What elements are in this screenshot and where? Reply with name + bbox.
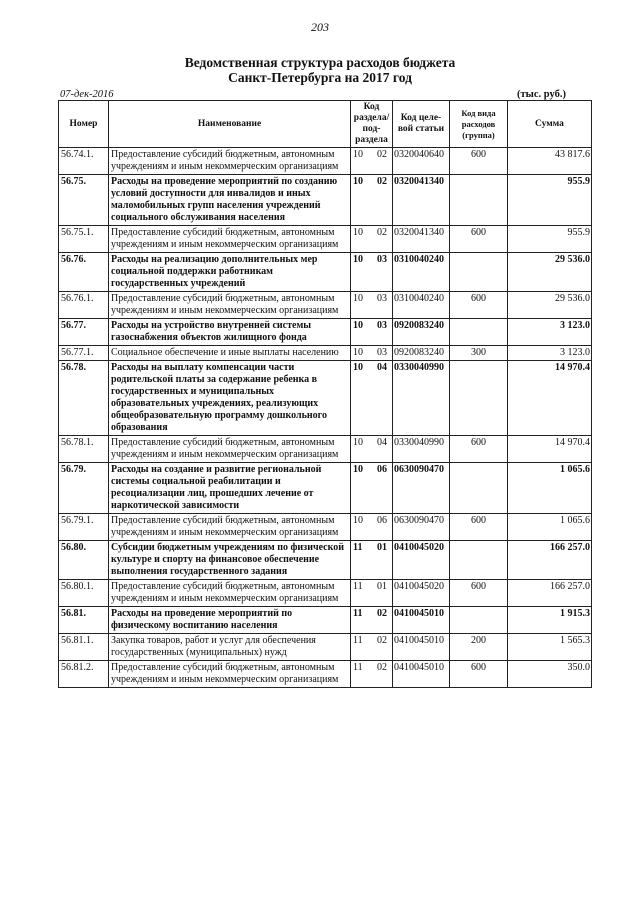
page-number: 203: [311, 20, 329, 34]
row-number: 56.78.1.: [59, 436, 109, 463]
row-sum: 29 536.0: [508, 253, 592, 292]
row-name: Расходы на проведение мероприятий по созданию условий доступности для инвалидов и иных маломобильных групп населения учреждений социального обслуживания населения: [109, 175, 351, 226]
row-sum: 955.9: [508, 226, 592, 253]
row-number: 56.81.2.: [59, 661, 109, 688]
subsection-code: 06: [377, 464, 387, 475]
row-article-code: 0410045020: [393, 580, 450, 607]
row-article-code: 0410045010: [393, 661, 450, 688]
subsection-code: 03: [377, 293, 387, 304]
row-section-code: [351, 463, 393, 514]
row-number: 56.76.1.: [59, 292, 109, 319]
row-number: 56.80.1.: [59, 580, 109, 607]
row-type-code: 600: [450, 292, 508, 319]
row-name: Предоставление субсидий бюджетным, автономным учреждениям и иным некоммерческим организациям: [109, 580, 351, 607]
row-type-code: 600: [450, 226, 508, 253]
row-section-code: [351, 346, 393, 361]
row-number: 56.81.1.: [59, 634, 109, 661]
row-section-code: [351, 253, 393, 292]
row-article-code: 0310040240: [393, 292, 450, 319]
section-code: 11: [353, 608, 363, 619]
section-code: 10: [353, 437, 363, 448]
table-row: [59, 292, 592, 319]
row-section-code: [351, 226, 393, 253]
row-type-code: [450, 541, 508, 580]
row-type-code: 300: [450, 346, 508, 361]
row-section-code: [351, 661, 393, 688]
row-article-code: 0630090470: [393, 463, 450, 514]
section-code: 10: [353, 293, 363, 304]
row-name: Расходы на проведение мероприятий по физическому воспитанию населения: [109, 607, 351, 634]
row-article-code: 0330040990: [393, 361, 450, 436]
row-name: Предоставление субсидий бюджетным, автономным учреждениям и иным некоммерческим организациям: [109, 226, 351, 253]
row-sum: 14 970.4: [508, 436, 592, 463]
subsection-code: 02: [377, 608, 387, 619]
table-row: [59, 361, 592, 436]
section-code: 10: [353, 515, 363, 526]
subsection-code: 01: [377, 581, 387, 592]
table-row: [59, 634, 592, 661]
row-name: Предоставление субсидий бюджетным, автономным учреждениям и иным некоммерческим организациям: [109, 148, 351, 175]
table-row: [59, 541, 592, 580]
table-row: [59, 463, 592, 514]
subsection-code: 02: [377, 662, 387, 673]
row-section-code: [351, 175, 393, 226]
table-row: [59, 175, 592, 226]
subsection-code: 01: [377, 542, 387, 553]
table-body: [59, 148, 592, 688]
row-sum: 955.9: [508, 175, 592, 226]
table-row: [59, 580, 592, 607]
header-name: Наименование: [109, 101, 351, 148]
subsection-code: 03: [377, 347, 387, 358]
row-article-code: 0410045010: [393, 607, 450, 634]
table-row: [59, 436, 592, 463]
section-code: 10: [353, 176, 363, 187]
section-code: 10: [353, 464, 363, 475]
row-type-code: 200: [450, 634, 508, 661]
row-number: 56.81.: [59, 607, 109, 634]
row-sum: 1 065.6: [508, 514, 592, 541]
row-sum: 3 123.0: [508, 319, 592, 346]
row-name: Расходы на реализацию дополнительных мер социальной поддержки работникам государственных учреждений: [109, 253, 351, 292]
row-name: Расходы на устройство внутренней системы газоснабжения объектов жилищного фонда: [109, 319, 351, 346]
unit-label: (тыс. руб.): [517, 89, 566, 100]
row-sum: 14 970.4: [508, 361, 592, 436]
row-article-code: 0310040240: [393, 253, 450, 292]
row-number: 56.78.: [59, 361, 109, 436]
row-sum: 350.0: [508, 661, 592, 688]
section-code: 10: [353, 362, 363, 373]
row-sum: 29 536.0: [508, 292, 592, 319]
row-name: Субсидии бюджетным учреждениям по физической культуре и спорту на финансовое обеспечение выполнения государственного задания: [109, 541, 351, 580]
row-article-code: 0410045010: [393, 634, 450, 661]
row-section-code: [351, 436, 393, 463]
header-sum: Сумма: [508, 101, 592, 148]
title-line-1: Ведомственная структура расходов бюджета: [184, 55, 456, 70]
row-sum: 43 817.6: [508, 148, 592, 175]
subsection-code: 03: [377, 320, 387, 331]
subsection-code: 04: [377, 362, 387, 373]
table-row: [59, 226, 592, 253]
subsection-code: 02: [377, 149, 387, 160]
row-type-code: [450, 253, 508, 292]
table-row: [59, 319, 592, 346]
section-code: 11: [353, 581, 363, 592]
row-type-code: 600: [450, 514, 508, 541]
row-article-code: 0320041340: [393, 175, 450, 226]
row-number: 56.77.1.: [59, 346, 109, 361]
table-row: [59, 148, 592, 175]
row-section-code: [351, 292, 393, 319]
row-type-code: [450, 319, 508, 346]
section-code: 11: [353, 542, 363, 553]
row-name: Предоставление субсидий бюджетным, автономным учреждениям и иным некоммерческим организациям: [109, 292, 351, 319]
row-name: Закупка товаров, работ и услуг для обеспечения государственных (муниципальных) нужд: [109, 634, 351, 661]
section-code: 11: [353, 635, 363, 646]
row-number: 56.80.: [59, 541, 109, 580]
row-type-code: [450, 463, 508, 514]
section-code: 10: [353, 347, 363, 358]
header-row: [59, 101, 592, 148]
row-number: 56.75.1.: [59, 226, 109, 253]
row-type-code: [450, 607, 508, 634]
row-sum: 166 257.0: [508, 541, 592, 580]
row-sum: 1 065.6: [508, 463, 592, 514]
row-section-code: [351, 634, 393, 661]
row-article-code: 0630090470: [393, 514, 450, 541]
row-type-code: 600: [450, 661, 508, 688]
row-number: 56.79.1.: [59, 514, 109, 541]
row-type-code: 600: [450, 148, 508, 175]
document-title: [0, 55, 640, 85]
row-name: Предоставление субсидий бюджетным, автономным учреждениям и иным некоммерческим организациям: [109, 514, 351, 541]
row-type-code: [450, 175, 508, 226]
row-number: 56.75.: [59, 175, 109, 226]
row-name: Расходы на выплату компенсации части родительской платы за содержание ребенка в государственных и муниципальных образовательных учреждениях, реализующих общеобразовательную программу дошкольного образования: [109, 361, 351, 436]
row-name: Предоставление субсидий бюджетным, автономным учреждениям и иным некоммерческим организациям: [109, 661, 351, 688]
header-article: Код целе-вой статьи: [393, 101, 450, 148]
row-sum: 166 257.0: [508, 580, 592, 607]
row-section-code: [351, 514, 393, 541]
row-name: Расходы на создание и развитие региональной системы социальной реабилитации и ресоциализации лиц, прошедших лечение от наркотической зависимости: [109, 463, 351, 514]
subsection-code: 02: [377, 176, 387, 187]
table-row: [59, 253, 592, 292]
subsection-code: 02: [377, 635, 387, 646]
title-line-2: Санкт-Петербурга на 2017 год: [228, 70, 412, 85]
table-row: [59, 607, 592, 634]
row-section-code: [351, 319, 393, 346]
section-code: 10: [353, 149, 363, 160]
budget-table: [58, 100, 592, 688]
section-code: 10: [353, 320, 363, 331]
row-article-code: 0320041340: [393, 226, 450, 253]
row-number: 56.79.: [59, 463, 109, 514]
row-type-code: 600: [450, 580, 508, 607]
subsection-code: 04: [377, 437, 387, 448]
row-name: Предоставление субсидий бюджетным, автономным учреждениям и иным некоммерческим организациям: [109, 436, 351, 463]
table-row: [59, 514, 592, 541]
row-sum: 3 123.0: [508, 346, 592, 361]
section-code: 10: [353, 227, 363, 238]
header-number: Номер: [59, 101, 109, 148]
row-number: 56.76.: [59, 253, 109, 292]
table-row: [59, 661, 592, 688]
row-type-code: [450, 361, 508, 436]
header-type: Код вида расходов (группа): [450, 101, 508, 148]
row-article-code: 0920083240: [393, 319, 450, 346]
row-section-code: [351, 580, 393, 607]
row-name: Социальное обеспечение и иные выплаты населению: [109, 346, 351, 361]
row-sum: 1 915.3: [508, 607, 592, 634]
row-type-code: 600: [450, 436, 508, 463]
document-date: 07-дек-2016: [60, 89, 114, 100]
section-code: 11: [353, 662, 363, 673]
row-article-code: 0330040990: [393, 436, 450, 463]
table-row: [59, 346, 592, 361]
row-article-code: 0920083240: [393, 346, 450, 361]
row-section-code: [351, 607, 393, 634]
row-article-code: 0320040640: [393, 148, 450, 175]
header-section: Код раздела/ под-раздела: [351, 101, 393, 148]
row-section-code: [351, 361, 393, 436]
row-number: 56.77.: [59, 319, 109, 346]
row-section-code: [351, 148, 393, 175]
section-code: 10: [353, 254, 363, 265]
row-number: 56.74.1.: [59, 148, 109, 175]
row-section-code: [351, 541, 393, 580]
subsection-code: 06: [377, 515, 387, 526]
subsection-code: 02: [377, 227, 387, 238]
row-article-code: 0410045020: [393, 541, 450, 580]
subsection-code: 03: [377, 254, 387, 265]
row-sum: 1 565.3: [508, 634, 592, 661]
